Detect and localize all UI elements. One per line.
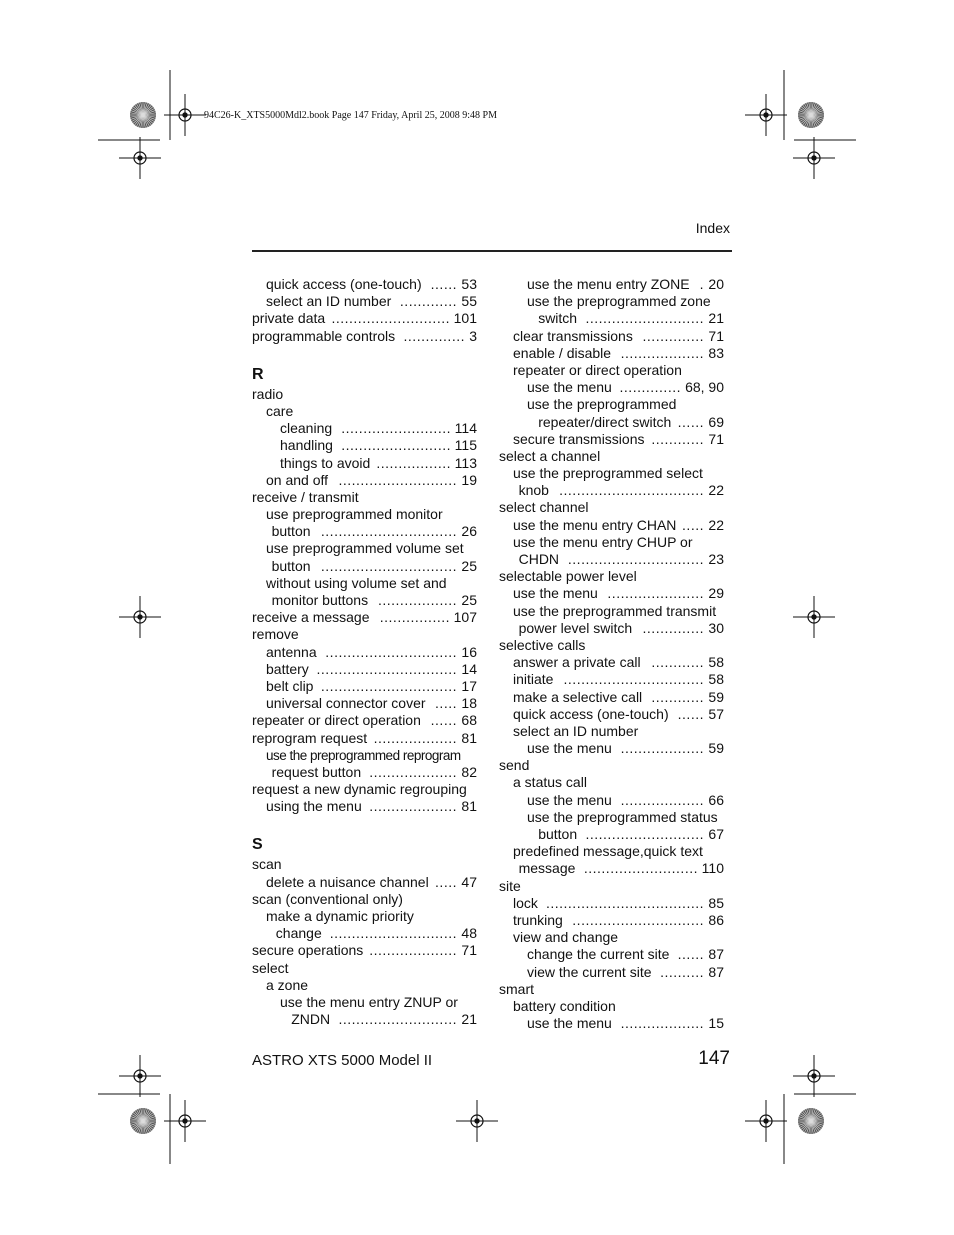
index-entry [252,558,477,575]
index-entry [499,620,724,637]
index-entry [252,695,477,712]
index-entry-term: trunking [513,911,563,928]
index-entry-term: ZNDN [291,1011,331,1028]
index-entry-page: 18 [461,695,477,712]
index-entry [252,293,477,310]
index-entry-term: use the preprogrammed status [527,808,718,825]
index-entry-term: universal connector cover [266,695,426,712]
index-entry-page: 15 [708,1015,724,1032]
dot-leader: ......................... [341,437,451,454]
index-entry [252,644,477,661]
dot-leader: .............................. [325,643,457,660]
dot-leader: ................... [620,791,704,808]
index-entry-term: care [266,402,294,419]
index-entry-term: quick access (one-touch) [513,705,669,722]
index-entry [252,420,477,437]
index-entry [252,764,477,781]
index-entry-page: 23 [708,551,724,567]
index-entry-term: selective calls [499,636,586,653]
index-entry-term: select a channel [499,447,601,464]
index-entry-term: using the menu [266,798,362,815]
index-entry [252,328,477,345]
index-entry [499,465,724,482]
index-entry-term: use the preprogrammed reprogram [266,747,461,763]
index-entry [252,874,477,891]
index-entry [252,781,477,798]
index-entry [499,757,724,774]
crosshair-center [811,614,816,619]
crosshair-center [137,1073,142,1078]
dot-leader: ............................. [329,925,457,942]
index-entry-page: 59 [708,740,724,757]
index-entry-term: CHDN [518,551,560,567]
index-entry [499,843,724,860]
index-entry-page: 26 [461,523,477,540]
index-entry-page: 86 [708,911,724,928]
index-entry [252,455,477,472]
index-entry-term: message [518,860,576,877]
index-entry-term: view the current site [527,963,652,980]
index-entry-term: monitor buttons [271,592,369,608]
dot-leader: ...... [430,276,457,292]
index-column-right [499,276,724,1032]
index-entry [499,551,724,568]
index-entry [499,740,724,757]
dot-leader: ............................... [320,677,457,694]
dot-leader: .................. [377,592,457,608]
index-entry-term: private data [252,310,326,327]
index-entry-page: 114 [454,420,477,437]
index-entry [252,960,477,977]
index-entry-term: smart [499,980,534,997]
dot-leader: . [699,276,704,292]
index-entry-term: send [499,757,530,774]
index-entry-term: use the preprogrammed [527,396,677,413]
crosshair-center [182,1118,187,1123]
index-entry-page: 21 [461,1011,477,1028]
index-entry-page: 58 [708,671,724,688]
index-entry-term: scan [252,856,282,873]
index-entry-page: 22 [708,482,724,499]
index-entry [499,603,724,620]
index-entry-term: secure transmissions [513,430,645,447]
crosshair-center [811,1073,816,1078]
index-entry-term: repeater or direct operation [252,712,421,729]
index-entry-term: initiate [513,671,554,688]
index-entry-term: answer a private call [513,654,641,671]
index-entry-page: 22 [708,516,724,533]
index-letter-heading: R [252,365,264,383]
index-entry [499,912,724,929]
dot-leader: .................... [369,942,457,959]
index-entry-page: 53 [461,276,477,292]
index-entry [252,276,477,293]
index-entry [499,826,724,843]
index-entry [252,523,477,540]
dot-leader: ................... [620,740,704,757]
dot-leader: ...... [677,946,704,963]
dot-leader: ................................ [563,671,704,688]
index-entry [252,575,477,592]
index-entry-term: remove [252,626,299,643]
index-entry-term: on and off [266,471,329,488]
dot-leader: ................. [376,454,451,471]
index-entry [252,891,477,908]
index-entry-page: 59 [708,688,724,705]
index-entry [252,540,477,557]
crosshair-center [137,614,142,619]
index-entry-term: request a new dynamic regrouping [252,781,467,798]
index-entry-term: enable / disable [513,344,612,361]
index-entry-page: 68, 90 [685,379,724,396]
index-entry-term: use the menu [513,585,598,602]
index-entry-page: 14 [461,660,477,677]
index-entry [499,895,724,912]
index-entry-term: use the menu entry CHUP or [513,533,693,550]
section-gap [252,345,477,364]
index-entry-term: belt clip [266,677,314,694]
index-entry [499,809,724,826]
index-entry-term: delete a nuisance channel [266,873,429,890]
index-entry-term: use the menu [527,379,612,396]
index-entry-page: 30 [708,619,724,636]
index-column-left [252,276,477,1028]
dot-leader: ...... [677,413,704,430]
index-entry-page: 83 [708,344,724,361]
index-entry-term: quick access (one-touch) [266,276,422,292]
index-entry-page: 66 [708,791,724,808]
index-entry-page: 48 [461,925,477,942]
dot-leader: ................... [373,729,457,746]
index-entry [252,592,477,609]
index-entry-term: make a selective call [513,688,643,705]
dot-leader: .................................... [545,894,704,911]
dot-leader: ............. [399,293,457,310]
dot-leader: ............ [651,654,704,671]
index-entry [499,482,724,499]
index-entry-page: 81 [461,729,477,746]
index-entry [252,489,477,506]
index-entry-page: 82 [461,763,477,780]
index-entry-term: antenna [266,643,317,660]
index-entry-term: use the menu [527,1015,612,1032]
dot-leader: ........................... [338,1011,457,1028]
dot-leader: .............. [403,327,465,344]
index-entry [499,499,724,516]
index-entry [252,1011,477,1028]
section-header: Index [695,220,730,236]
index-entry [252,856,477,873]
dot-leader: .......... [660,963,704,980]
index-entry [499,1015,724,1032]
index-entry-page: 87 [708,946,724,963]
dot-leader: ............ [651,430,704,447]
index-entry [499,860,724,877]
index-entry [499,723,724,740]
dot-leader: ......................... [341,420,451,437]
index-entry [499,671,724,688]
index-entry [252,942,477,959]
dot-leader: .......................... [583,860,698,877]
dot-leader: ............................... [320,557,457,574]
index-entry-term: without using volume set and [266,574,447,591]
index-entry-term: request button [271,763,362,780]
index-entry-page: 16 [461,643,477,660]
crosshair-center [182,112,187,117]
index-entry-term: make a dynamic priority [266,908,414,924]
index-entry-term: a status call [513,774,587,791]
index-entry [252,437,477,454]
index-entry [252,925,477,942]
index-entry-term: select [252,959,289,976]
index-entry [252,506,477,523]
index-entry-term: button [271,557,311,574]
index-entry-page: 19 [461,471,477,488]
index-entry-page: 57 [708,705,724,722]
dot-leader: ..... [435,695,457,712]
index-entry [499,585,724,602]
index-entry-term: select an ID number [513,722,639,739]
print-file-info: 94C26-K_XTS5000Mdl2.book Page 147 Friday, April 25, 2008 9:48 PM [204,110,497,121]
index-entry [252,747,477,764]
index-entry-term: knob [518,482,549,499]
dot-leader: ...... [677,705,704,722]
index-entry [499,964,724,981]
dot-leader: ..... [435,873,457,890]
index-entry-term: repeater or direct operation [513,361,682,378]
index-entry-page: 69 [708,413,724,430]
dot-leader: ................................ [316,660,457,677]
index-entry-term: selectable power level [499,568,637,585]
index-entry [499,345,724,362]
index-entry-term: use the preprogrammed zone [527,293,711,310]
index-entry [252,994,477,1011]
index-entry-page: 21 [708,310,724,327]
index-entry-term: lock [513,894,538,911]
dot-leader: .............. [642,619,704,636]
index-entry [499,276,724,293]
index-entry-page: 85 [708,894,724,911]
index-entry [499,706,724,723]
index-entry [252,678,477,695]
index-entry [252,661,477,678]
index-entry [499,689,724,706]
index-entry-term: handling [280,437,333,454]
dot-leader: ............ [651,688,704,705]
index-entry [499,946,724,963]
index-entry-page: 71 [708,327,724,344]
index-entry [499,448,724,465]
index-entry-term: receive a message [252,609,370,626]
index-entry-term: repeater/direct switch [538,413,672,430]
index-entry-page: 58 [708,654,724,671]
dot-leader: ............................... [320,523,457,540]
index-entry-page: 110 [701,860,724,877]
dot-leader: .............. [619,379,681,396]
index-entry [252,310,477,327]
index-entry-term: use the menu entry CHAN [513,516,677,533]
index-entry-page: 87 [708,963,724,980]
dot-leader: ................... [620,1015,704,1032]
index-entry-page: 68 [461,712,477,729]
index-entry-term: secure operations [252,942,364,959]
index-entry [499,396,724,413]
index-entry-term: site [499,877,521,894]
index-entry [499,878,724,895]
dot-leader: ...................... [607,585,704,602]
index-entry-term: predefined message,quick text [513,843,703,860]
index-entry-term: button [271,523,311,540]
dot-leader: ................... [620,344,704,361]
index-entry-term: clear transmissions [513,327,633,344]
index-entry-term: use the menu [527,740,612,757]
index-entry-term: battery [266,660,309,677]
index-entry [499,637,724,654]
crosshair-center [474,1118,479,1123]
crosshair-center [763,112,768,117]
footer-title: ASTRO XTS 5000 Model II [252,1052,433,1069]
index-letter-heading: S [252,836,263,854]
index-entry [499,981,724,998]
index-entry-term: select an ID number [266,293,392,310]
index-entry [499,431,724,448]
index-entry-term: change the current site [527,946,670,963]
index-entry-page: 3 [469,327,477,344]
index-entry-term: select channel [499,499,589,516]
index-entry-term: use preprogrammed volume set [266,540,464,557]
index-entry [499,414,724,431]
dot-leader: ........................... [585,826,704,842]
index-entry-term: use the menu entry ZONE [527,276,690,292]
index-entry [252,712,477,729]
index-entry [499,328,724,345]
index-entry-term: switch [538,310,578,327]
index-entry-page: 107 [453,609,477,626]
index-entry [252,798,477,815]
index-entry [252,977,477,994]
index-entry [252,730,477,747]
index-entry [252,386,477,403]
index-entry-term: cleaning [280,420,333,437]
index-entry [252,626,477,643]
index-entry [499,517,724,534]
index-entry-page: 25 [461,592,477,608]
dot-leader: .................... [369,798,457,815]
index-entry [499,534,724,551]
dot-leader: ...... [430,712,457,729]
header-rule [252,250,732,252]
index-entry-page: 47 [461,873,477,890]
index-entry [499,293,724,310]
dot-leader: ........................... [585,310,704,327]
index-entry-page: 17 [461,677,477,694]
index-entry [499,362,724,379]
index-entry-term: reprogram request [252,729,368,746]
index-entry-page: 29 [708,585,724,602]
index-entry-term: receive / transmit [252,488,359,505]
index-entry-page: 20 [708,276,724,292]
index-entry-term: use the menu [527,791,612,808]
crosshair-center [811,155,816,160]
index-entry [499,568,724,585]
index-entry-page: 115 [454,437,477,454]
index-entry-page: 113 [454,454,477,471]
index-entry-term: use the preprogrammed select [513,465,703,482]
index-entry-page: 67 [708,826,724,842]
crosshair-center [137,155,142,160]
index-entry [499,774,724,791]
dot-leader: ........................... [338,471,457,488]
dot-leader: ................................. [559,482,704,499]
dot-leader: .................... [369,763,457,780]
index-entry-page: 25 [461,557,477,574]
index-entry-term: power level switch [518,619,633,636]
index-entry [499,654,724,671]
section-gap [252,815,477,834]
index-entry-term: programmable controls [252,327,396,344]
index-entry [499,929,724,946]
index-entry-term: button [538,826,578,842]
index-entry [499,310,724,327]
index-entry [499,379,724,396]
index-entry-term: change [275,925,322,942]
index-entry [252,472,477,489]
index-entry-term: radio [252,385,284,402]
page-number: 147 [698,1048,730,1069]
dot-leader: ........................... [331,310,450,327]
index-entry [499,792,724,809]
index-entry-term: things to avoid [280,454,371,471]
index-entry-page: 55 [461,293,477,310]
dot-leader: ................ [379,609,450,626]
index-entry [499,998,724,1015]
index-entry-page: 101 [453,310,477,327]
index-entry [252,403,477,420]
crosshair-center [763,1118,768,1123]
dot-leader: ..... [682,516,704,533]
index-entry [252,908,477,925]
dot-leader: ............................... [567,551,704,567]
index-entry-term: scan (conventional only) [252,890,403,907]
index-entry-term: battery condition [513,997,616,1014]
index-entry-page: 71 [461,942,477,959]
index-entry-page: 71 [708,430,724,447]
index-entry-term: use the preprogrammed transmit [513,602,717,619]
index-entry-page: 81 [461,798,477,815]
index-entry [252,609,477,626]
index-entry-term: a zone [266,976,309,993]
index-entry-term: view and change [513,929,619,946]
index-entry-term: use the menu entry ZNUP or [280,993,458,1010]
dot-leader: .............. [642,327,704,344]
dot-leader: .............................. [572,911,704,928]
index-entry-term: use preprogrammed monitor [266,506,443,523]
